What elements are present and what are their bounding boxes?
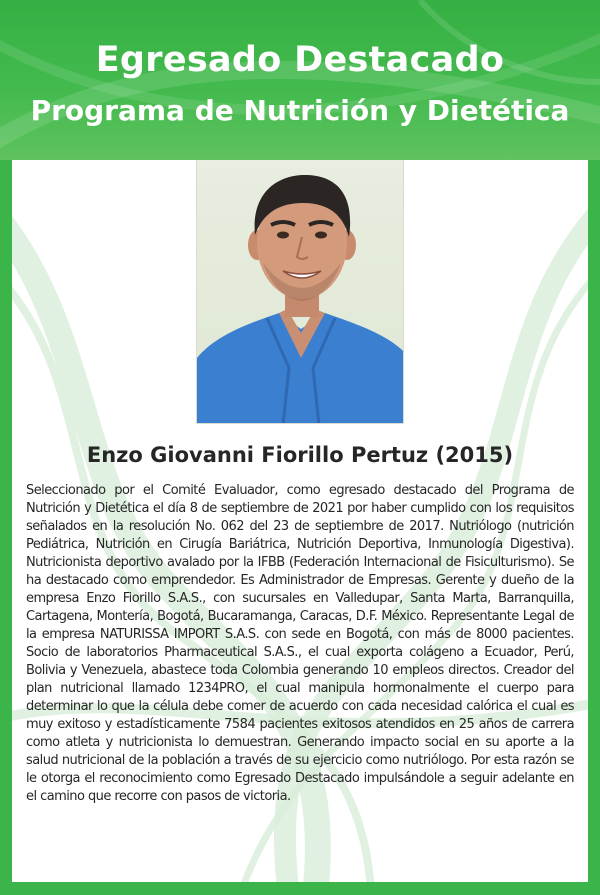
graduate-name: Enzo Giovanni Fiorillo Pertuz (2015): [86, 443, 514, 467]
graduate-bio: Seleccionado por el Comité Evaluador, como egresado destacado del Programa de Nutrición y Dietética el día 8 de septiembre de 2021 por haber cumplido con los requisitos señalados en la resolución No. 062 del 23 de septiembre de 2017. Nutriólogo (nutrición Pediátrica, Nutrición en Cirugía Bariátrica, Nutrición Deportiva, Inmunología Digestiva). Nutricionista deportivo avalado por la IFBB (Federación Internacional de Fisiculturismo). Se ha destacado como emprendedor. Es Administrador de Empresas. Gerente y dueño de la empresa Enzo Fiorillo S.A.S., con sucursales en Valledupar, Santa Marta, Barranquilla, Cartagena, Montería, Bogotá, Bucaramanga, Caracas, D.F. México. Representante Legal de la empresa NATURISSA IMPORT S.A.S. con sede en Bogotá, con más de 8000 pacientes. Socio de laboratorios Pharmaceutical S.A.S., el cual exporta colágeno a Ecuador, Perú, Bolivia y Venezuela, abastece toda Colombia generando 10 empleos directos. Creador del plan nutricional llamado 1234PRO, el cual manipula hormonalmente el cuerpo para determinar lo que la célula debe comer de acuerdo con cada necesidad calórica el cual es muy exitoso y estadísticamente 7584 pacientes exitosos atendidos en 25 años de carrera como atleta y nutricionista lo demuestran. Generando impacto social en su aporte a la salud nutricional de la población a través de su ejercicio como nutriólogo. Por esta razón se le otorga el reconocimiento como Egresado Destacado impulsándole a seguir adelante en el camino que recorre con pasos de victoria.: [26, 483, 574, 804]
graduate-photo: [196, 160, 404, 424]
header-swirl-decoration: [0, 0, 600, 160]
page-title: Egresado Destacado: [95, 40, 505, 80]
portrait-photo-icon: [197, 160, 404, 424]
header-background: [0, 0, 600, 160]
content-panel: [12, 160, 588, 882]
page-subtitle: Programa de Nutrición y Dietética: [30, 94, 570, 127]
